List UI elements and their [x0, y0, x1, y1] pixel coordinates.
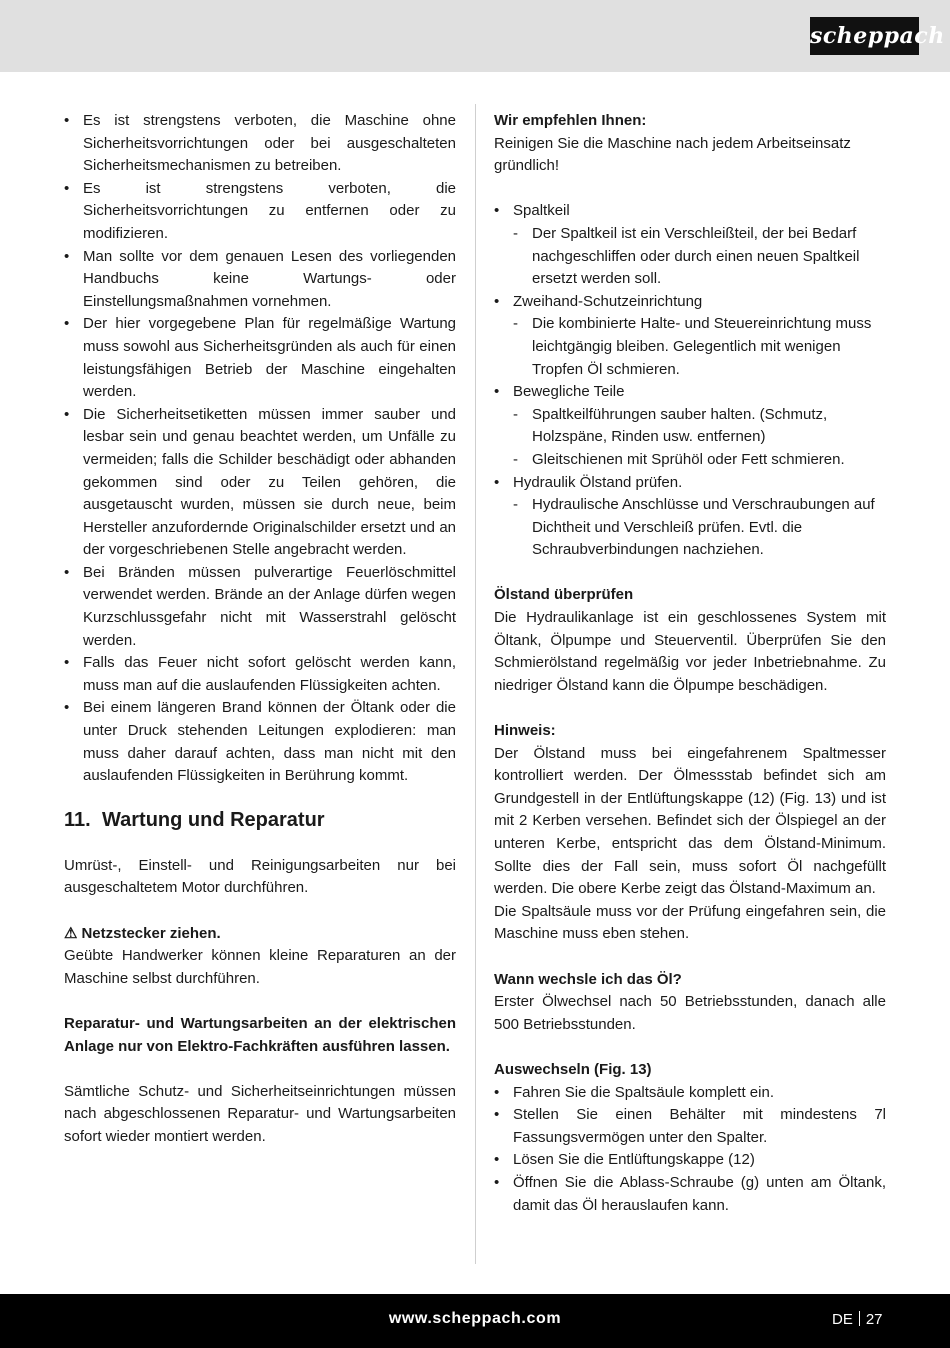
list-item: • Der hier vorgegebene Plan für regelmäßige Wartung muss sowohl aus Sicherheitsgründen als auch für einen leistungsfähigen Betrieb der Maschine eingehalten werden.	[64, 313, 456, 403]
oil-check-paragraph: Die Hydraulikanlage ist ein geschlossenes System mit Öltank, Ölpumpe und Steuerventil. Überprüfen Sie den Schmierölstand regelmäßig vor jeder Inbetriebnahme. Zu niedriger Ölstand kann die Ölpumpe beschädigen.	[494, 609, 886, 694]
sub-list	[494, 494, 886, 562]
list-item	[494, 381, 886, 471]
warning-paragraph: Geübte Handwerker können kleine Reparaturen an der Maschine selbst durchführen.	[64, 947, 456, 987]
right-column	[494, 110, 886, 1217]
section-heading	[64, 807, 456, 833]
left-column	[64, 110, 456, 1149]
sub-list-item: - Der Spaltkeil ist ein Verschleißteil, der bei Bedarf nachgeschliffen oder durch einen neuen Spaltkeil ersetzt werden soll.	[494, 223, 886, 291]
intro-paragraph: Umrüst-, Einstell- und Reinigungsarbeiten nur bei ausgeschaltetem Motor durchführen.	[64, 856, 456, 897]
list-item: • Öffnen Sie die Ablass-Schraube (g) unten am Öltank, damit das Öl herauslaufen kann.	[494, 1172, 886, 1217]
note-heading: Hinweis:	[494, 722, 556, 740]
recommend-paragraph: Reinigen Sie die Maschine nach jedem Arbeitseinsatz gründlich!	[494, 134, 851, 175]
safety-bullet-list	[64, 110, 456, 788]
list-item-label: Spaltkeil	[513, 202, 570, 220]
warning-heading	[64, 923, 456, 946]
language-code: DE	[832, 1311, 853, 1328]
replace-heading: Auswechseln (Fig. 13)	[494, 1060, 652, 1078]
list-item-label: Bewegliche Teile	[513, 383, 625, 401]
list-item: • Lösen Sie die Entlüftungskappe (12)	[494, 1149, 886, 1172]
replace-steps-list	[494, 1082, 886, 1218]
list-item: • Es ist strengstens verboten, die Sicherheitsvorrichtungen zu entfernen oder zu modifizieren.	[64, 178, 456, 246]
list-item: • Die Sicherheitsetiketten müssen immer sauber und lesbar sein und genau beachtet werden, um Unfälle zu vermeiden; falls die Schilder beschädigt oder abhanden gekommen sind oder zu Teilen gehören, die ausgetauscht wurden, müssen sie durch neue, beim Hersteller anzufordernde Originalschilder ersetzt und an der vorgeschriebenen Stelle angebracht werden.	[64, 404, 456, 562]
recommend-heading: Wir empfehlen Ihnen:	[494, 112, 647, 129]
page-number: 27	[865, 1311, 883, 1328]
list-item: • Man sollte vor dem genauen Lesen des vorliegenden Handbuchs keine Wartungs- oder Einstellungsmaßnahmen vornehmen.	[64, 246, 456, 314]
sub-list-item: - Gleitschienen mit Sprühöl oder Fett schmieren.	[494, 449, 886, 472]
list-item: • Bei einem längeren Brand können der Öltank oder die unter Druck stehenden Leitungen explodieren: man muss daher darauf achten, dass man nicht mit den auslaufenden Flüssigkeiten in Berührung kommt.	[64, 697, 456, 787]
list-item: • Stellen Sie einen Behälter mit mindestens 7l Fassungsvermögen unter den Spalter.	[494, 1104, 886, 1149]
list-item: • Fahren Sie die Spaltsäule komplett ein.	[494, 1082, 886, 1105]
separator	[859, 1311, 860, 1326]
list-item: • Bei Bränden müssen pulverartige Feuerlöschmittel verwendet werden. Brände an der Anlage dürfen wegen Kurzschlussgefahr nicht mit Wasserstrahl gelöscht werden.	[64, 562, 456, 652]
warning-triangle-icon: ⚠	[64, 924, 78, 942]
oil-change-paragraph: Erster Ölwechsel nach 50 Betriebsstunden, danach alle 500 Betriebsstunden.	[494, 993, 886, 1033]
sub-list-item: - Die kombinierte Halte- und Steuereinrichtung muss leichtgängig bleiben. Gelegentlich mit wenigen Tropfen Öl schmieren.	[494, 313, 886, 381]
closing-paragraph: Sämtliche Schutz- und Sicherheitseinrichtungen müssen nach abgeschlossenen Reparatur- und Wartungsarbeiten sofort wieder montiert werden.	[64, 1082, 456, 1145]
note-paragraph: Der Ölstand muss bei eingefahrenem Spaltmesser kontrolliert werden. Der Ölmessstab befindet sich am Grundgestell in der Entlüftungskappe (12) (Fig. 13) und ist mit 2 Kerben versehen. Befindet sich der Ölspiegel an der unteren Kerbe, entspricht das dem Ölstand-Minimum. Sollte dies der Fall sein, muss sofort Öl nachgefüllt werden. Die obere Kerbe zeigt das Ölstand-Maximum an.	[494, 744, 886, 898]
section-title: Wartung und Reparatur	[102, 808, 325, 831]
scheppach-logo: scheppach	[810, 17, 919, 55]
list-item-label: Zweihand-Schutzeinrichtung	[513, 292, 703, 310]
page-header	[0, 0, 950, 72]
list-item-label: Hydraulik Ölstand prüfen.	[513, 473, 683, 491]
list-item	[494, 291, 886, 381]
list-item: • Es ist strengstens verboten, die Maschine ohne Sicherheitsvorrichtungen oder bei ausgeschalteten Sicherheitsmechanismen zu betreiben.	[64, 110, 456, 178]
sub-list	[494, 313, 886, 381]
list-item	[494, 200, 886, 290]
page-indicator	[832, 1309, 883, 1332]
sub-list	[494, 223, 886, 291]
sub-list	[494, 404, 886, 472]
page-footer	[0, 1294, 950, 1348]
electric-notice: Reparatur- und Wartungsarbeiten an der elektrischen Anlage nur von Elektro-Fachkräften ausführen lassen.	[64, 1014, 456, 1055]
website-link[interactable]: www.scheppach.com	[388, 1310, 562, 1327]
note-paragraph-2: Die Spaltsäule muss vor der Prüfung eingefahren sein, die Maschine muss eben stehen.	[494, 902, 886, 943]
oil-change-heading: Wann wechsle ich das Öl?	[494, 970, 682, 988]
sub-list-item: - Spaltkeilführungen sauber halten. (Schmutz, Holzspäne, Rinden usw. entfernen)	[494, 404, 886, 449]
column-divider	[475, 104, 476, 1264]
warning-title: Netzstecker ziehen.	[81, 924, 221, 942]
sub-list-item: - Hydraulische Anschlüsse und Verschraubungen auf Dichtheit und Verschleiß prüfen. Evtl. die Schraubverbindungen nachziehen.	[494, 494, 886, 562]
oil-check-heading: Ölstand überprüfen	[494, 586, 634, 604]
maintenance-list	[494, 200, 886, 562]
list-item	[494, 472, 886, 562]
section-number: 11.	[64, 808, 91, 831]
list-item: • Falls das Feuer nicht sofort gelöscht werden kann, muss man auf die auslaufenden Flüssigkeiten achten.	[64, 652, 456, 697]
